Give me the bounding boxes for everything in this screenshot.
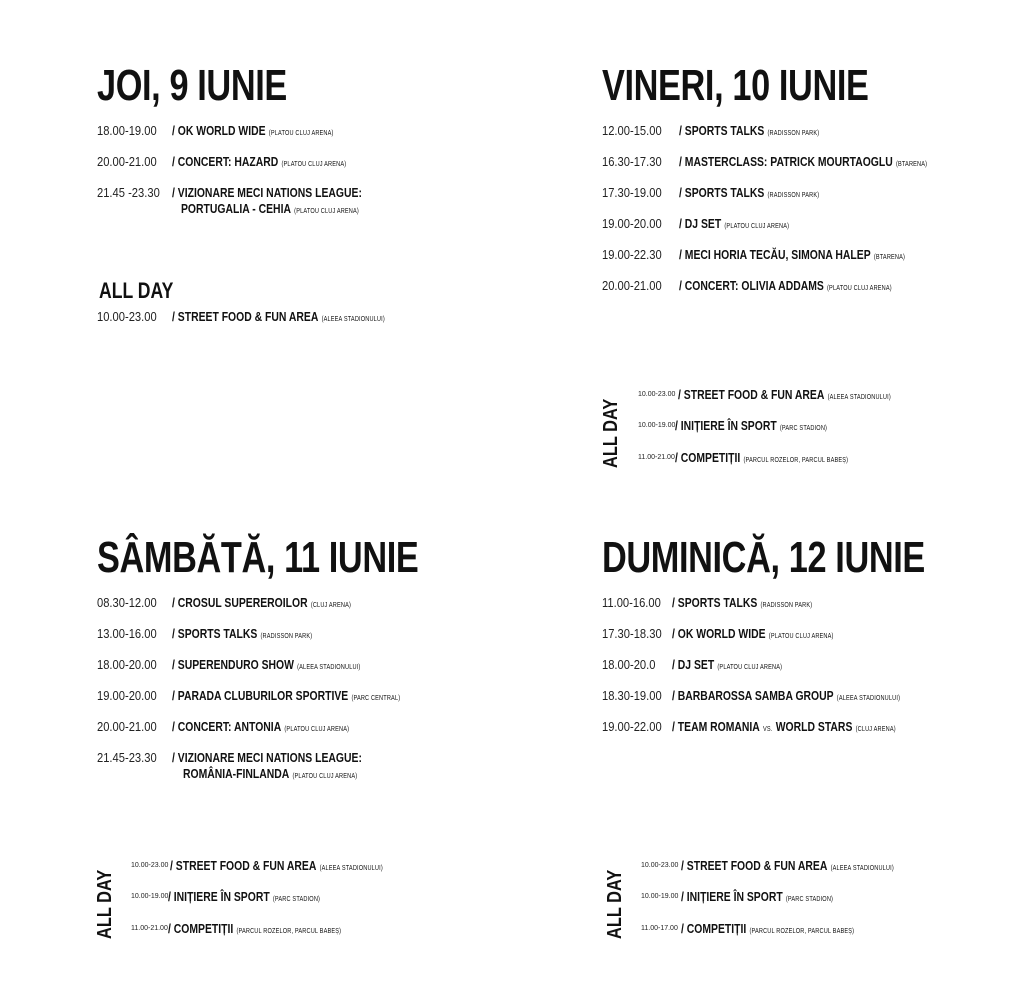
event-venue: (BTARENA) [895,161,928,168]
event-desc [172,688,400,707]
event-desc [172,154,346,173]
event-venue: (PLATOU CLUJ ARENA) [292,773,358,780]
event-name: / STREET FOOD & FUN AREA [170,858,317,873]
event-row [602,185,1012,216]
event-time: 10.00-23.00 [641,862,679,869]
event-row [97,719,527,750]
event-desc [170,858,383,877]
event-desc [681,889,833,908]
event-desc [172,626,312,645]
event-venue: (CLUJ ARENA) [855,726,896,733]
event-venue: (CLUJ ARENA) [310,602,352,609]
event-venue: (ALEEA STADIONULUI) [297,664,361,671]
event-time: 20.00-21.00 [97,719,157,734]
event-desc [672,688,900,707]
event-row [602,657,1012,688]
event-name: / INIȚIERE ÎN SPORT [681,889,783,904]
event-desc [672,626,834,645]
event-vs: VS. [763,726,773,733]
event-name: / STREET FOOD & FUN AREA [681,858,828,873]
day-joi [97,61,517,216]
event-time: 18.00-20.00 [97,657,157,672]
event-name: / BARBAROSSA SAMBA GROUP [672,688,834,703]
event-name: / SPORTS TALKS [679,123,765,138]
event-name: / SPORTS TALKS [172,626,258,641]
event-venue: (PARCUL ROZELOR, PARCUL BABEȘ) [236,928,342,935]
event-row [97,123,517,154]
event-row [602,719,1012,750]
event-desc [681,921,854,940]
event-venue: (ALEEA STADIONULUI) [319,865,383,872]
event-time: 16.30-17.30 [602,154,662,169]
event-venue: (PARCUL ROZELOR, PARCUL BABEȘ) [743,457,849,464]
event-name: / SUPERENDURO SHOW [172,657,294,672]
event-venue: (PLATOU CLUJ ARENA) [294,208,359,215]
event-row [97,750,527,790]
day-title: VINERI, 10 IUNIE [602,61,869,110]
event-row [602,595,1012,626]
event-desc [681,858,894,877]
event-desc [672,657,782,676]
event-desc [679,154,927,173]
event-row [97,688,527,719]
event-desc [172,657,360,676]
event-venue: (PARC STADION) [779,425,828,432]
event-venue: (RADISSON PARK) [767,192,820,199]
event-time: 19.00-22.00 [602,719,662,734]
event-list [602,123,1012,309]
event-name: / CONCERT: ANTONIA [172,719,282,734]
event-name: / CROSUL SUPEREROILOR [172,595,308,610]
event-time: 20.00-21.00 [602,278,662,293]
event-venue: (ALEEA STADIONULUI) [830,865,894,872]
event-venue: (RADISSON PARK) [260,633,313,640]
event-row [97,657,527,688]
event-time: 12.00-15.00 [602,123,662,138]
event-row [602,247,1012,278]
event-time: 20.00-21.00 [97,154,157,169]
event-desc [168,889,320,908]
day-title: JOI, 9 IUNIE [97,61,287,110]
event-name: / TEAM ROMANIA [672,719,760,734]
event-desc [675,450,848,469]
event-name: / VIZIONARE MECI NATIONS LEAGUE: [172,750,362,765]
event-row [97,154,517,185]
event-name: / CONCERT: HAZARD [172,154,279,169]
event-venue: (PLATOU CLUJ ARENA) [724,223,790,230]
event-time: 10.00-23.00 [97,309,157,324]
event-venue: (PLATOU CLUJ ARENA) [284,726,350,733]
event-desc [172,309,385,328]
event-time: 10.00-19.00 [641,893,679,900]
event-venue: (PARC STADION) [272,896,321,903]
event-name: / INIȚIERE ÎN SPORT [675,418,777,433]
event-desc-line2 [183,766,357,785]
event-time: 19.00-22.30 [602,247,662,262]
event-desc [172,595,351,614]
event-venue: (PLATOU CLUJ ARENA) [281,161,347,168]
event-time: 10.00-23.00 [638,391,676,398]
event-time: 19.00-20.00 [602,216,662,231]
event-name: / MASTERCLASS: PATRICK MOURTAOGLU [679,154,893,169]
event-desc [172,719,349,738]
event-list [97,595,527,790]
event-name: / STREET FOOD & FUN AREA [172,309,319,324]
event-row [602,123,1012,154]
event-time: 08.30-12.00 [97,595,157,610]
event-venue: (ALEEA STADIONULUI) [836,695,901,702]
event-name: / SPORTS TALKS [679,185,765,200]
event-time: 17.30-19.00 [602,185,662,200]
event-desc [675,418,827,437]
event-name: / STREET FOOD & FUN AREA [678,387,825,402]
event-time: 18.00-20.0 [602,657,656,672]
event-time: 21.45-23.30 [97,750,157,765]
event-row [97,185,517,225]
event-name: / COMPETIȚII [681,921,747,936]
event-name: / DJ SET [679,216,722,231]
day-title: SÂMBĂTĂ, 11 IUNIE [97,533,419,582]
event-desc [172,123,334,142]
allday-row [97,309,497,340]
event-venue: (PLATOU CLUJ ARENA) [768,633,834,640]
event-desc [679,247,905,266]
event-desc [672,595,812,614]
event-venue: (PARC CENTRAL) [351,695,401,702]
event-row [97,595,527,626]
event-name-line2: ROMÂNIA-FINLANDA [183,766,290,781]
event-time: 18.30-19.00 [602,688,662,703]
event-venue: (PARCUL ROZELOR, PARCUL BABEȘ) [749,928,855,935]
day-duminica [602,533,1012,735]
event-name: / DJ SET [672,657,715,672]
allday-vertical-label: ALL DAY [604,869,626,939]
event-time: 10.00-23.00 [131,862,169,869]
event-desc [672,719,896,738]
event-time: 13.00-16.00 [97,626,157,641]
event-desc [679,216,789,235]
event-desc-line2 [181,201,359,220]
event-row [602,688,1012,719]
event-venue: (PLATOU CLUJ ARENA) [827,285,892,292]
event-time: 18.00-19.00 [97,123,157,138]
event-venue: (PLATOU CLUJ ARENA) [717,664,783,671]
event-desc [679,278,892,297]
event-venue: (BTARENA) [873,254,906,261]
event-time: 11.00-16.00 [602,595,661,610]
event-venue: (RADISSON PARK) [760,602,813,609]
event-time: 10.00-19.00 [638,422,676,429]
event-time: 11.00-17.00 [641,925,678,932]
event-time: 17.30-18.30 [602,626,662,641]
event-time: 21.45 -23.30 [97,185,160,200]
event-name: / OK WORLD WIDE [172,123,266,138]
event-desc [678,387,891,406]
event-venue: (ALEEA STADIONULUI) [321,316,385,323]
event-desc [679,123,819,142]
event-time: 10.00-19.00 [131,893,169,900]
event-name: / INIȚIERE ÎN SPORT [168,889,270,904]
event-row [602,626,1012,657]
event-list [97,123,517,225]
event-row [602,216,1012,247]
allday-heading: ALL DAY [99,278,174,303]
event-venue: (PLATOU CLUJ ARENA) [268,130,334,137]
event-name: / VIZIONARE MECI NATIONS LEAGUE: [172,185,362,200]
event-name: / MECI HORIA TECĂU, SIMONA HALEP [679,247,871,262]
event-row [602,154,1012,185]
event-venue: (PARC STADION) [785,896,834,903]
day-title: DUMINICĂ, 12 IUNIE [602,533,925,582]
event-name: / COMPETIȚII [675,450,741,465]
event-desc [168,921,341,940]
event-time: 11.00-21.00 [638,454,675,461]
event-name: / PARADA CLUBURILOR SPORTIVE [172,688,349,703]
event-list [602,595,1012,750]
event-row [602,278,1012,309]
day-vineri [602,61,1012,294]
event-desc [679,185,819,204]
event-row [97,626,527,657]
allday-vertical-label: ALL DAY [94,869,116,939]
allday-vertical-label: ALL DAY [600,398,622,468]
event-name: / SPORTS TALKS [672,595,758,610]
event-venue: (RADISSON PARK) [767,130,820,137]
day-sambata [97,533,527,781]
event-name-b: WORLD STARS [775,719,853,734]
event-time: 11.00-21.00 [131,925,168,932]
event-time: 19.00-20.00 [97,688,157,703]
event-name: / COMPETIȚII [168,921,234,936]
event-venue: (ALEEA STADIONULUI) [827,394,891,401]
event-name: / CONCERT: OLIVIA ADDAMS [679,278,824,293]
event-name: / OK WORLD WIDE [672,626,766,641]
event-name-line2: PORTUGALIA - CEHIA [181,201,291,216]
